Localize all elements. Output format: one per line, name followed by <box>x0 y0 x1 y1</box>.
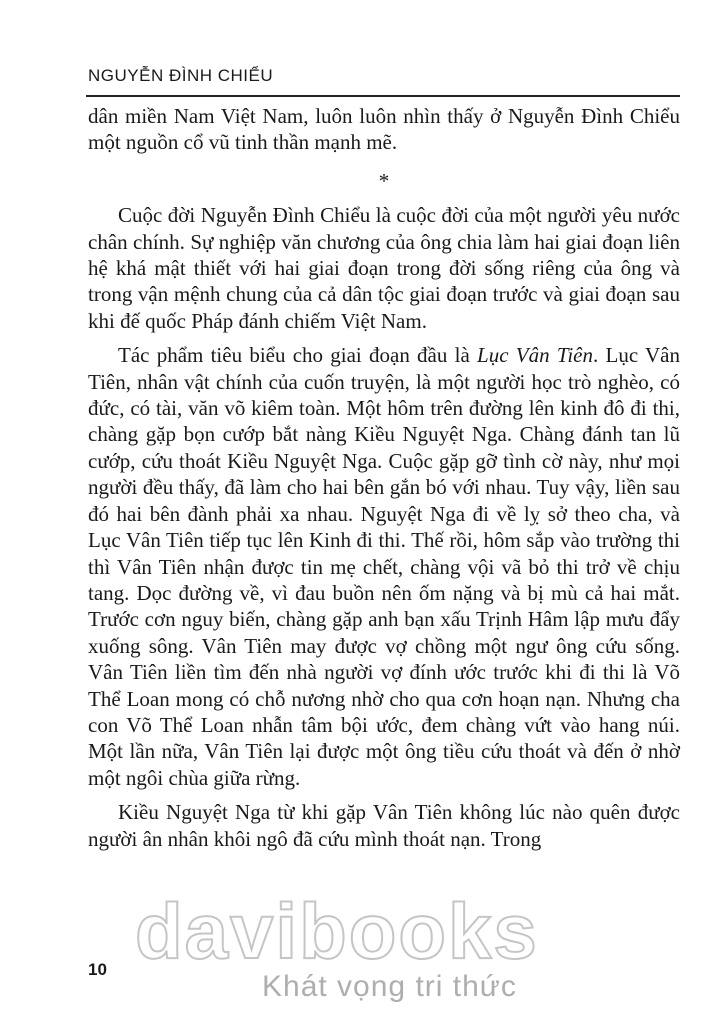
page-number: 10 <box>88 960 107 979</box>
watermark-logo: davibooks <box>135 887 539 975</box>
running-header: NGUYỄN ĐÌNH CHIỂU <box>88 66 274 85</box>
paragraph-3: Kiều Nguyệt Nga từ khi gặp Vân Tiên không lúc nào quên được người ân nhân khôi ngô đã cứu mình thoát nạn. Trong <box>88 800 680 851</box>
paragraph-2-lead: Tác phẩm tiêu biểu cho giai đoạn đầu là <box>118 343 478 368</box>
paragraph-continued: dân miền Nam Việt Nam, luôn luôn nhìn thấy ở Nguyễn Đình Chiểu một nguồn cổ vũ tinh thần mạnh mẽ. <box>88 104 680 155</box>
book-title: Lục Vân Tiên <box>477 343 593 368</box>
paragraph-2-rest: . Lục Vân Tiên, nhân vật chính của cuốn truyện, là một người học trò nghèo, có đức, có tài, văn võ kiêm toàn. Một hôm trên đường lên kinh đô đi thi, chàng gặp bọn cướp bắt nàng Kiều Nguyệt Nga. Chàng đánh tan lũ cướp, cứu thoát Kiều Nguyệt Nga. Cuộc gặp gỡ tình cờ này, như mọi người đều thấy, đã làm cho hai bên gắn bó với nhau. Tuy vậy, liền sau đó hai bên đành phải xa nhau. Nguyệt Nga đi về lỵ sở theo cha, và Lục Vân Tiên tiếp tục lên Kinh đi thi. Thế rồi, hôm sắp vào trường thi thì Vân Tiên nhận được tin mẹ chết, chàng vội vã bỏ thi trở về chịu tang. Dọc đường về, vì đau buồn nên ốm nặng và bị mù cả hai mắt. Trước cơn nguy biến, chàng gặp anh bạn xấu Trịnh Hâm lập mưu đẩy xuống sông. Vân Tiên may được vợ chồng một ngư ông cứu sống. Vân Tiên liền tìm đến nhà người vợ đính ước trước khi đi thi là Võ Thể Loan mong có chỗ nương nhờ cho qua cơn hoạn nạn. Nhưng cha con Võ Thể Loan nhẫn tâm bội ước, đem chàng vứt vào hang núi. Một lần nữa, Vân Tiên lại được một ông tiều cứu thoát và đến ở nhờ một ngôi chùa giữa rừng. <box>88 343 680 790</box>
watermark-tagline: Khát vọng tri thức <box>262 970 517 1003</box>
page-body <box>88 103 680 852</box>
paragraph-1: Cuộc đời Nguyễn Đình Chiểu là cuộc đời của một người yêu nước chân chính. Sự nghiệp văn chương của ông chia làm hai giai đoạn liên hệ khá mật thiết với hai giai đoạn trong đời sống riêng của ông và trong vận mệnh chung của cả dân tộc giai đoạn trước và giai đoạn sau khi đế quốc Pháp đánh chiếm Việt Nam. <box>88 203 680 333</box>
paragraph-2 <box>88 342 680 791</box>
header-rule <box>86 95 680 97</box>
section-separator: * <box>378 168 390 193</box>
